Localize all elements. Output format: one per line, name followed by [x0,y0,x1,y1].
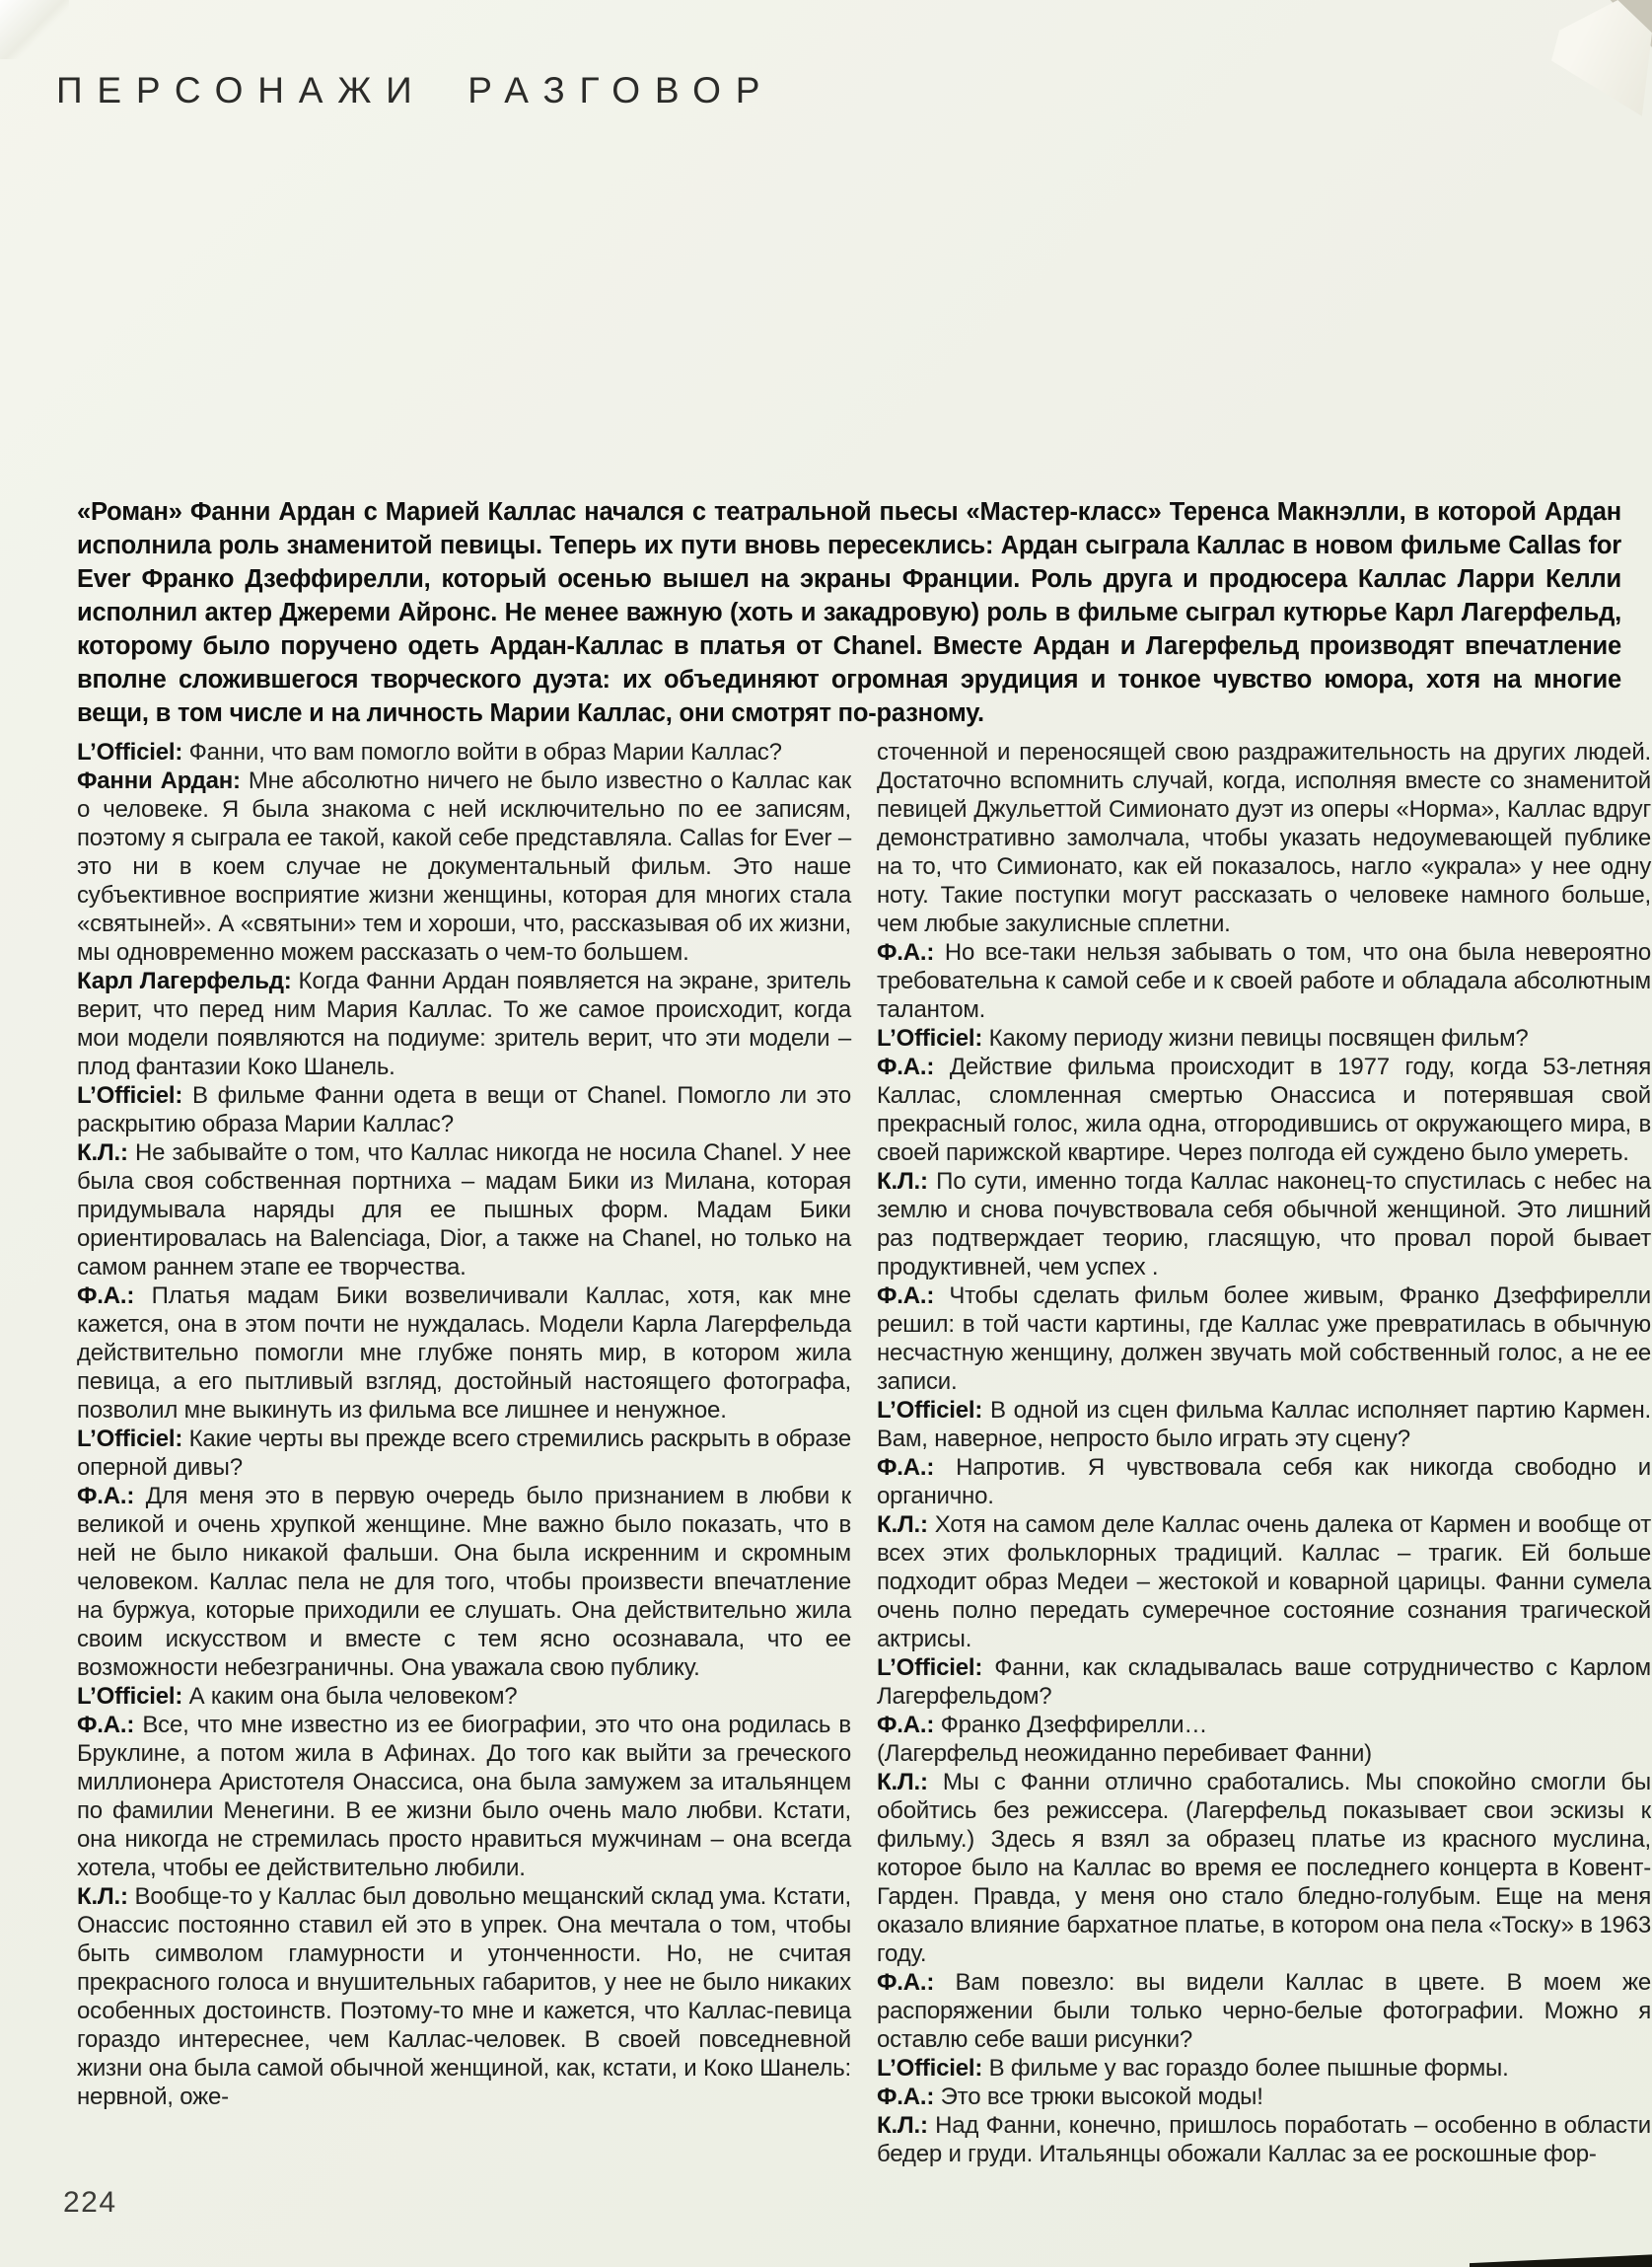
speaker-label: К.Л.: [877,1769,943,1795]
speaker-label: L’Officiel: [877,1397,990,1424]
dialogue-paragraph: (Лагерфельд неожиданно перебивает Фанни) [877,1740,1372,1767]
dialogue-paragraph: Ф.А.: Все, что мне известно из ее биографии, это что она родилась в Бруклине, а потом жила в Афинах. До того как выйти за греческого миллионера Аристотеля Онассиса, она была замужем за итальянцем по фамилии Менегини. В ее жизни было очень мало любви. Кстати, она никогда не стремилась просто нравиться мужчинам – она всегда хотела, чтобы ее действительно любили. [77,1712,851,1881]
speaker-label: L’Officiel: [877,1654,995,1681]
speaker-label: L’Officiel: [77,1683,189,1710]
speaker-label: К.Л.: [877,1168,937,1195]
dialogue-paragraph: Фанни Ардан: Мне абсолютно ничего не было известно о Каллас как о человеке. Я была знакома с ней исключительно по ее записям, поэтому я сыграла ее такой, какой себе представляла. Callas for Ever – это ни в коем случае не документальный фильм. Это наше субъективное восприятие жизни женщины, которая для многих стала «святыней». А «святыни» тем и хороши, что, рассказывая об их жизни, мы одновременно можем рассказать о чем-то большем. [77,768,852,966]
speaker-label: К.Л.: [877,2112,936,2139]
dialogue-paragraph: L’Officiel: Какому периоду жизни певицы посвящен фильм? [877,1025,1529,1052]
intro-paragraph: «Роман» Фанни Ардан с Марией Каллас начался с театральной пьесы «Мастер-класс» Теренса Макнэлли, в которой Ардан исполнила роль знаменитой певицы. Теперь их пути вновь пересеклись: Ардан сыграла Каллас в новом фильме Callas for Ever Франко Дзеффирелли, который осенью вышел на экраны Франции. Роль друга и продюсера Каллас Ларри Келли исполнил актер Джереми Айронс. Не менее важную (хоть и закадровую) роль в фильме сыграл кутюрье Карл Лагерфельд, которому было поручено одеть Ардан-Каллас в платья от Chanel. Вместе Ардан и Лагерфельд производят впечатление вполне сложившегося творческого дуэта: их объединяют огромная эрудиция и тонкое чувство юмора, хотя на многие вещи, в том числе и на личность Марии Каллас, они смотрят по-разному. [77,498,1621,727]
dialogue-paragraph: L’Officiel: В фильме Фанни одета в вещи от Chanel. Помогло ли это раскрытию образа Марии Каллас? [77,1082,851,1137]
scan-dark-edge [1470,2253,1652,2267]
dialogue-paragraph: L’Officiel: Фанни, как складывалась ваше сотрудничество с Карлом Лагерфельдом? [877,1654,1651,1710]
interview-column-left [77,738,851,2168]
speaker-label: Ф.А.: [877,1712,941,1738]
dialogue-paragraph: L’Officiel: В фильме у вас гораздо более пышные формы. [877,2055,1509,2082]
speaker-label: К.Л.: [77,1139,136,1166]
speaker-label: Ф.А.: [877,1054,950,1080]
speaker-label: Ф.А.: [77,1712,143,1738]
folded-page-corner [1551,0,1652,126]
dialogue-paragraph: L’Officiel: В одной из сцен фильма Каллас исполняет партию Кармен. Вам, наверное, непросто было играть эту сцену? [877,1397,1651,1452]
dialogue-paragraph: Ф.А.: Платья мадам Бики возвеличивали Каллас, хотя, как мне кажется, она в этом почти не нуждалась. Модели Карла Лагерфельда действительно помогли мне глубже понять мир, в котором жила певица, а его пытливый взгляд, достойный настоящего фотографа, позволил мне выкинуть из фильма все лишнее и ненужное. [77,1282,851,1424]
speaker-label: Ф.А.: [877,939,945,966]
speaker-label: Ф.А.: [877,1454,957,1481]
dialogue-paragraph: Ф.А.: Вам повезло: вы видели Каллас в цвете. В моем же распоряжении были только черно-белые фотографии. Можно я оставлю себе ваши рисунки? [877,1969,1651,2053]
dialogue-paragraph: К.Л.: Вообще-то у Каллас был довольно мещанский склад ума. Кстати, Онассис постоянно ставил ей это в упрек. Она мечтала о том, чтобы быть символом гламурности и утонченности. Но, не считая прекрасного голоса и внушительных габаритов, у нее не было никаких особенных достоинств. Поэтому-то мне и кажется, что Каллас-певица гораздо интереснее, чем Каллас-человек. В своей повседневной жизни она была самой обычной женщиной, как, кстати, и Коко Шанель: нервной, оже- [77,1883,851,2110]
dialogue-paragraph: Ф.А.: Франко Дзеффирелли… [877,1712,1208,1738]
dialogue-paragraph: L’Officiel: А каким она была человеком? [77,1683,518,1710]
dialogue-paragraph: Ф.А.: Напротив. Я чувствовала себя как никогда свободно и органично. [877,1454,1651,1509]
dialogue-paragraph: К.Л.: Мы с Фанни отлично сработались. Мы спокойно смогли бы обойтись без режиссера. (Лагерфельд показывает свои эскизы к фильму.) Здесь я взял за образец платье из красного муслина, которое было на Каллас во время ее последнего концерта в Ковент-Гарден. Правда, у меня оно стало бледно-голубым. Еще на меня оказало влияние бархатное платье, в котором она пела «Тоску» в 1963 году. [877,1769,1651,1967]
speaker-label: L’Officiel: [77,1082,192,1109]
speaker-label: Карл Лагерфельд: [77,968,299,994]
paper-crease [0,0,69,59]
speaker-label: К.Л.: [77,1883,135,1910]
dialogue-paragraph: Ф.А.: Но все-таки нельзя забывать о том, что она была невероятно требовательна к самой себе и к своей работе и обладала абсолютным талантом. [877,939,1651,1023]
dialogue-paragraph: К.Л.: Хотя на самом деле Каллас очень далека от Кармен и вообще от всех этих фольклорных традиций. Каллас – трагик. Ей больше подходит образ Медеи – жестокой и коварной царицы. Фанни сумела очень полно передать сумеречное состояние сознания трагической актрисы. [877,1511,1651,1652]
speaker-label: L’Officiel: [77,739,189,766]
dialogue-paragraph: Ф.А.: Это все трюки высокой моды! [877,2084,1263,2110]
dialogue-paragraph: Ф.А.: Действие фильма происходит в 1977 году, когда 53-летняя Каллас, сломленная смертью Онассиса и потерявшая свой прекрасный голос, жила одна, отгородившись от окружающего мира, в своей парижской квартире. Через полгода ей суждено было умереть. [877,1054,1651,1166]
page-number: 224 [63,2186,117,2219]
dialogue-paragraph: К.Л.: По сути, именно тогда Каллас наконец-то спустилась с небес на землю и снова почувствовала себя обычной женщиной. Это лишний раз подтверждает теорию, гласящую, что провал порой бывает продуктивней, чем успех . [877,1168,1651,1280]
speaker-label: Ф.А.: [877,1969,956,1996]
dialogue-paragraph: сточенной и переносящей свою раздражительность на других людей. Достаточно вспомнить случай, когда, исполняя вместе со знаменитой певицей Джульеттой Симионато дуэт из оперы «Норма», Каллас вдруг демонстративно замолчала, чтобы указать недоумевающей публике на то, что Симионато, как ей показалось, нагло «украла» у нее одну ноту. Такие поступки могут рассказать о человеке намного больше, чем любые закулисные сплетни. [877,739,1651,937]
interview-column-right [877,738,1651,2168]
dialogue-paragraph: L’Officiel: Какие черты вы прежде всего стремились раскрыть в образе оперной дивы? [77,1426,851,1481]
speaker-label: Ф.А.: [877,1282,950,1309]
dialogue-paragraph: Ф.А.: Чтобы сделать фильм более живым, Франко Дзеффирелли решил: в той части картины, где Каллас уже превратилась в обычную несчастную женщину, должен звучать мой собственный голос, а не ее записи. [877,1282,1651,1395]
speaker-label: Ф.А.: [77,1282,152,1309]
speaker-label: Ф.А.: [77,1483,146,1509]
page-header-title: ПЕРСОНАЖИ РАЗГОВОР [56,69,775,110]
dialogue-paragraph: К.Л.: Не забывайте о том, что Каллас никогда не носила Chanel. У нее была своя собственная портниха – мадам Бики из Милана, которая придумывала наряды для ее пышных форм. Мадам Бики ориентировалась на Balenciaga, Dior, а также на Chanel, но только на самом раннем этапе ее творчества. [77,1139,851,1280]
speaker-label: Фанни Ардан: [77,768,249,794]
speaker-label: L’Officiel: [877,1025,989,1052]
speaker-label: L’Officiel: [77,1426,189,1452]
dialogue-paragraph: L’Officiel: Фанни, что вам помогло войти в образ Марии Каллас? [77,739,782,766]
speaker-label: К.Л.: [877,1511,935,1538]
speaker-label: Ф.А.: [877,2084,941,2110]
dialogue-paragraph: Ф.А.: Для меня это в первую очередь было признанием в любви к великой и очень хрупкой женщине. Мне важно было показать, что в ней не было никакой фальши. Она была искренним и скромным человеком. Каллас пела не для того, чтобы произвести впечатление на буржуа, которые приходили ее слушать. Она действительно жила своим искусством и вместе с тем ясно осознавала, что ее возможности небезграничны. Она уважала свою публику. [77,1483,851,1681]
speaker-label: L’Officiel: [877,2055,989,2082]
interview-body [77,738,1651,2168]
dialogue-paragraph: Карл Лагерфельд: Когда Фанни Ардан появляется на экране, зритель верит, что перед ним Мария Каллас. То же самое происходит, когда мои модели появляются на подиуме: зритель верит, что эти модели – плод фантазии Коко Шанель. [77,968,851,1080]
dialogue-paragraph: К.Л.: Над Фанни, конечно, пришлось поработать – особенно в области бедер и груди. Итальянцы обожали Каллас за ее роскошные фор- [877,2112,1651,2167]
